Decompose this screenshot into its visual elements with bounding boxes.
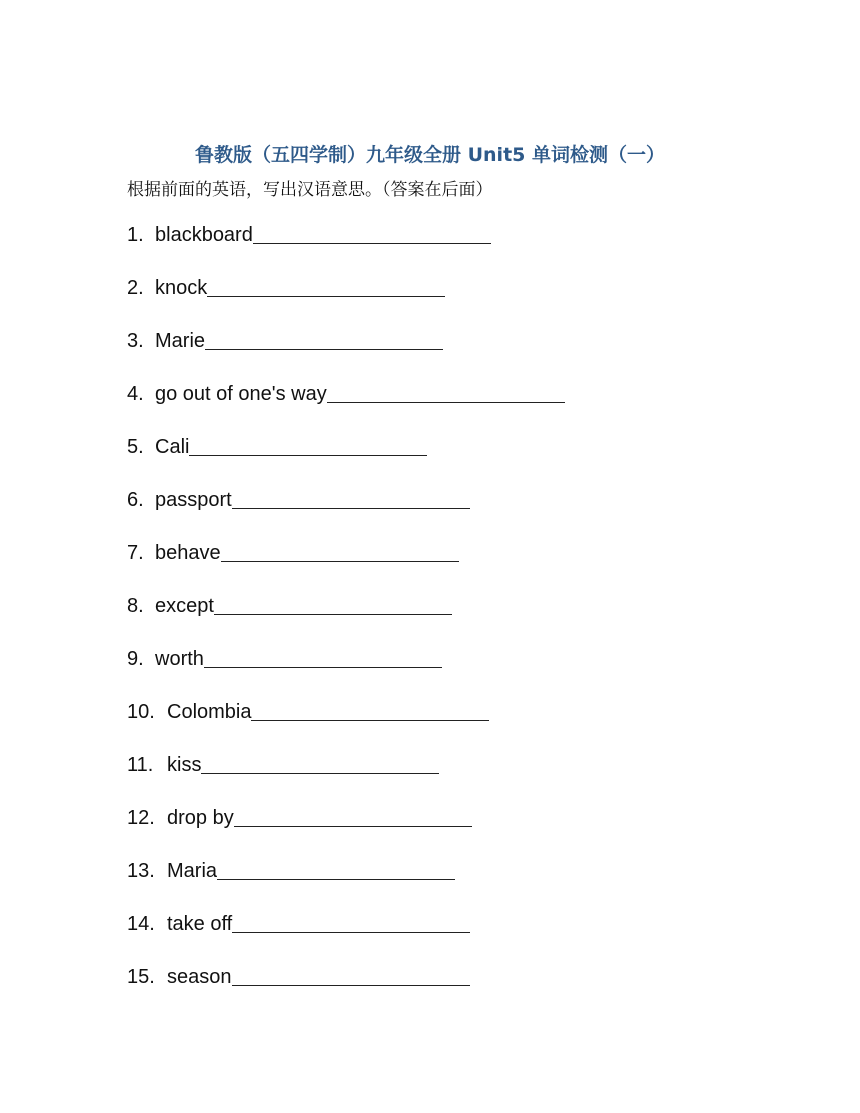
- item-word: season: [167, 966, 232, 988]
- answer-blank[interactable]: [251, 698, 489, 721]
- item-word: behave: [155, 542, 221, 564]
- item-word: worth: [155, 648, 204, 670]
- answer-blank[interactable]: [232, 910, 470, 933]
- item-word: drop by: [167, 807, 234, 829]
- answer-blank[interactable]: [327, 380, 565, 403]
- item-number: 1.: [127, 224, 144, 246]
- item-word: knock: [155, 277, 208, 299]
- item-number: 5.: [127, 436, 144, 458]
- answer-blank[interactable]: [189, 433, 427, 456]
- item-word: passport: [155, 489, 232, 511]
- item-number: 2.: [127, 277, 144, 299]
- list-item: [127, 221, 565, 274]
- list-item: [127, 857, 565, 910]
- item-number: 12.: [127, 807, 155, 829]
- item-number: 3.: [127, 330, 144, 352]
- vocabulary-list: [127, 221, 565, 1016]
- item-number: 9.: [127, 648, 144, 670]
- answer-blank[interactable]: [217, 857, 455, 880]
- list-item: [127, 539, 565, 592]
- list-item: [127, 274, 565, 327]
- item-number: 10.: [127, 701, 155, 723]
- item-word: kiss: [167, 754, 202, 776]
- answer-blank[interactable]: [232, 963, 470, 986]
- answer-blank[interactable]: [221, 539, 459, 562]
- answer-blank[interactable]: [214, 592, 452, 615]
- list-item: [127, 698, 565, 751]
- item-number: 15.: [127, 966, 155, 988]
- item-word: Maria: [167, 860, 218, 882]
- answer-blank[interactable]: [205, 327, 443, 350]
- item-word: except: [155, 595, 214, 617]
- page-title: 鲁教版（五四学制）九年级全册 Unit5 单词检测（一）: [194, 144, 665, 166]
- list-item: [127, 327, 565, 380]
- answer-blank[interactable]: [201, 751, 439, 774]
- item-word: go out of one's way: [155, 383, 327, 405]
- answer-blank[interactable]: [234, 804, 472, 827]
- item-word: take off: [167, 913, 233, 935]
- item-number: 14.: [127, 913, 155, 935]
- item-number: 7.: [127, 542, 144, 564]
- list-item: [127, 804, 565, 857]
- list-item: [127, 433, 565, 486]
- list-item: [127, 751, 565, 804]
- list-item: [127, 645, 565, 698]
- list-item: [127, 592, 565, 645]
- item-number: 8.: [127, 595, 144, 617]
- answer-blank[interactable]: [207, 274, 445, 297]
- item-number: 13.: [127, 860, 155, 882]
- item-word: Cali: [155, 436, 190, 458]
- item-number: 4.: [127, 383, 144, 405]
- list-item: [127, 963, 565, 1016]
- list-item: [127, 486, 565, 539]
- item-number: 11.: [127, 754, 154, 776]
- item-word: blackboard: [155, 224, 253, 246]
- answer-blank[interactable]: [232, 486, 470, 509]
- item-word: Colombia: [167, 701, 252, 723]
- answer-blank[interactable]: [253, 221, 491, 244]
- item-number: 6.: [127, 489, 144, 511]
- item-word: Marie: [155, 330, 206, 352]
- list-item: [127, 380, 565, 433]
- list-item: [127, 910, 565, 963]
- answer-blank[interactable]: [204, 645, 442, 668]
- instruction-text: 根据前面的英语，写出汉语意思。（答案在后面）: [127, 180, 493, 200]
